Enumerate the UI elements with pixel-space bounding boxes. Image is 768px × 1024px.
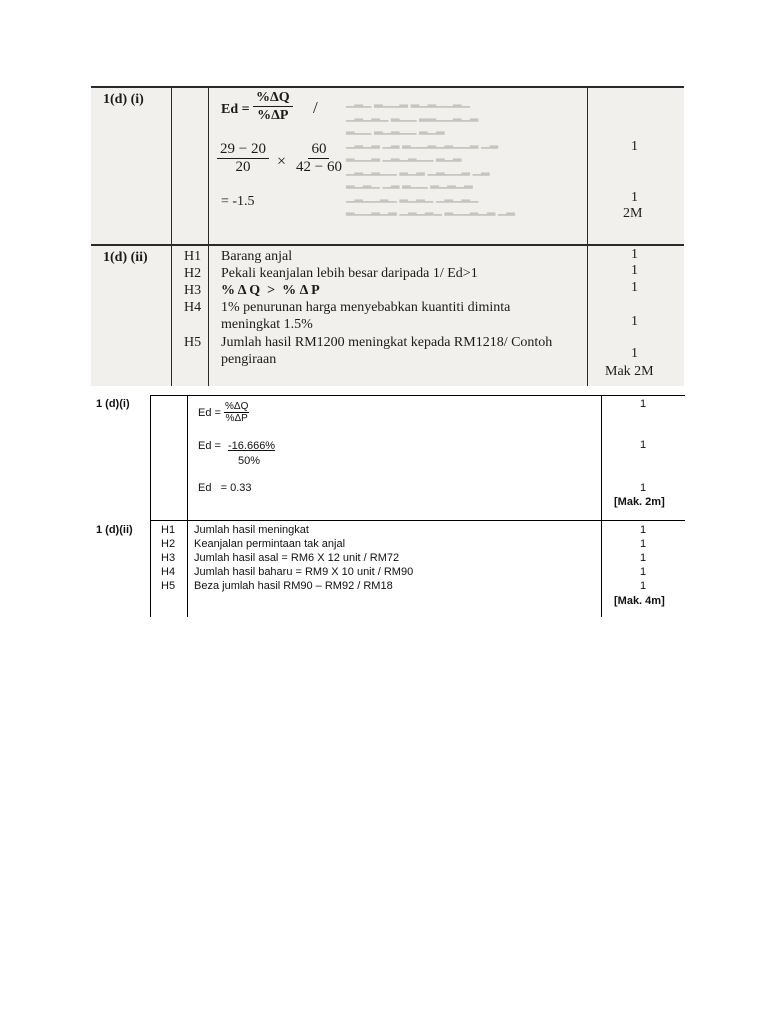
total-marks: Mak 2M — [605, 364, 654, 379]
calc-numerator-2: 60 — [308, 142, 329, 159]
criterion-code: H5 — [184, 335, 202, 350]
criterion-text-continued: pengiraan — [221, 352, 277, 367]
criterion-text: Jumlah hasil meningkat — [194, 524, 309, 536]
mark: 1 — [640, 538, 647, 550]
criterion-code: H4 — [184, 300, 202, 315]
question-label: 1(d) (ii) — [103, 250, 148, 265]
row-divider — [150, 395, 685, 396]
mark: 1 — [640, 552, 647, 564]
column-divider — [208, 86, 209, 386]
mark: 1 — [631, 314, 638, 329]
column-divider — [601, 395, 602, 617]
column-divider — [171, 86, 172, 386]
question-label: 1 (d)(ii) — [96, 524, 133, 536]
criterion-code: H4 — [161, 566, 176, 578]
calc-numerator-1: 29 − 20 — [217, 142, 269, 159]
criterion-code: H2 — [184, 266, 202, 281]
mark: 1 — [640, 580, 647, 592]
criterion-text-continued: meningkat 1.5% — [221, 317, 313, 332]
mark: 1 — [631, 139, 638, 154]
mark: 1 — [640, 482, 647, 494]
formula-slash: / — [313, 98, 318, 117]
formula-lhs: Ed = — [221, 102, 250, 117]
column-divider — [187, 395, 188, 617]
formula-fraction — [253, 90, 293, 123]
criterion-code: H2 — [161, 538, 176, 550]
criterion-text: Pekali keanjalan lebih besar daripada 1/ Ed>1 — [221, 266, 478, 281]
calc-fraction-2 — [293, 142, 345, 175]
calc-numerator: -16.666% — [228, 440, 276, 452]
criterion-text: Jumlah hasil asal = RM6 X 12 unit / RM72 — [194, 552, 400, 564]
criterion-text: % Δ Q > % Δ P — [221, 283, 320, 298]
calc-result: = -1.5 — [221, 194, 255, 209]
criterion-code: H3 — [161, 552, 176, 564]
criterion-text: Jumlah hasil baharu = RM9 X 10 unit / RM90 — [194, 566, 414, 578]
criterion-text: Jumlah hasil RM1200 meningkat kepada RM1218/ Contoh — [221, 335, 553, 350]
criterion-text: 1% penurunan harga menyebabkan kuantiti diminta — [221, 300, 511, 315]
mark: 1 — [640, 524, 647, 536]
column-divider — [150, 395, 151, 617]
formula-numerator: %ΔQ — [225, 401, 249, 412]
mark: 1 — [631, 247, 638, 262]
criterion-text: Keanjalan permintaan tak anjal — [194, 538, 346, 550]
row-divider — [91, 86, 684, 88]
formula-numerator: %ΔQ — [253, 90, 293, 107]
multiply-sign: × — [277, 153, 287, 170]
total-marks: [Mak. 4m] — [614, 595, 665, 607]
calc-fraction-1 — [217, 142, 269, 175]
mark: 1 — [631, 190, 638, 205]
criterion-code: H5 — [161, 580, 176, 592]
formula-lhs: Ed = — [198, 407, 221, 419]
formula-denominator: %ΔP — [225, 413, 248, 424]
mark: 1 — [640, 439, 647, 451]
row-divider — [91, 244, 684, 246]
calc-lhs: Ed = — [198, 440, 221, 452]
criterion-text: Beza jumlah hasil RM90 – RM92 / RM18 — [194, 580, 393, 592]
mark: 1 — [631, 346, 638, 361]
calc-denominator-1: 20 — [235, 159, 251, 175]
criterion-code: H1 — [161, 524, 176, 536]
criterion-code: H1 — [184, 249, 202, 264]
column-divider — [587, 86, 588, 386]
question-label: 1(d) (i) — [103, 92, 144, 107]
total-marks: [Mak. 2m] — [614, 496, 665, 508]
formula-fraction — [224, 401, 249, 424]
criterion-code: H3 — [184, 283, 202, 298]
mark: 1 — [640, 566, 647, 578]
calc-result: Ed = 0.33 — [198, 482, 252, 494]
mark: 1 — [631, 263, 638, 278]
mark: 1 — [631, 280, 638, 295]
scanned-answer-table — [91, 86, 684, 386]
formula-denominator: %ΔP — [257, 108, 289, 123]
calc-denominator-2: 42 − 60 — [296, 159, 342, 175]
question-label: 1 (d)(i) — [96, 398, 130, 410]
total-marks: 2M — [623, 206, 643, 221]
mark: 1 — [640, 398, 647, 410]
bleed-through-texture: ▁▂▁ ▂▁▁▂ ▂▁▂▁▁▂▁ ▁▂▁▂▁ ▂▁▁ ▂▂▁▁▂▁▂ ▂▁▁ ▂▁▂▁▁ ▂▁▂ ▁▂▁▂ ▁▂ ▂▁▁▂▁▂▁▁▂ ▁▂ ▂▁▁▂ ▁▂▁▂▁▁ ▂▁▂ ▁▂▁▂▁▁ ▂▁▂ ▁▂▁▁▂ ▁▂ ▂▁▂▁ ▁▂ ▂▁▁ ▂▁▂▁▂ ▁▂▁▁▂▁ ▂▁▂▁ ▁▂▁▂▁ ▂▁▁▂▁▂ ▁▂▁▂▁ ▂▁▁▂▁▂ ▁▂ — [346, 96, 515, 216]
criterion-text: Barang anjal — [221, 249, 293, 264]
calc-denominator: 50% — [238, 455, 261, 467]
row-divider — [150, 520, 685, 521]
